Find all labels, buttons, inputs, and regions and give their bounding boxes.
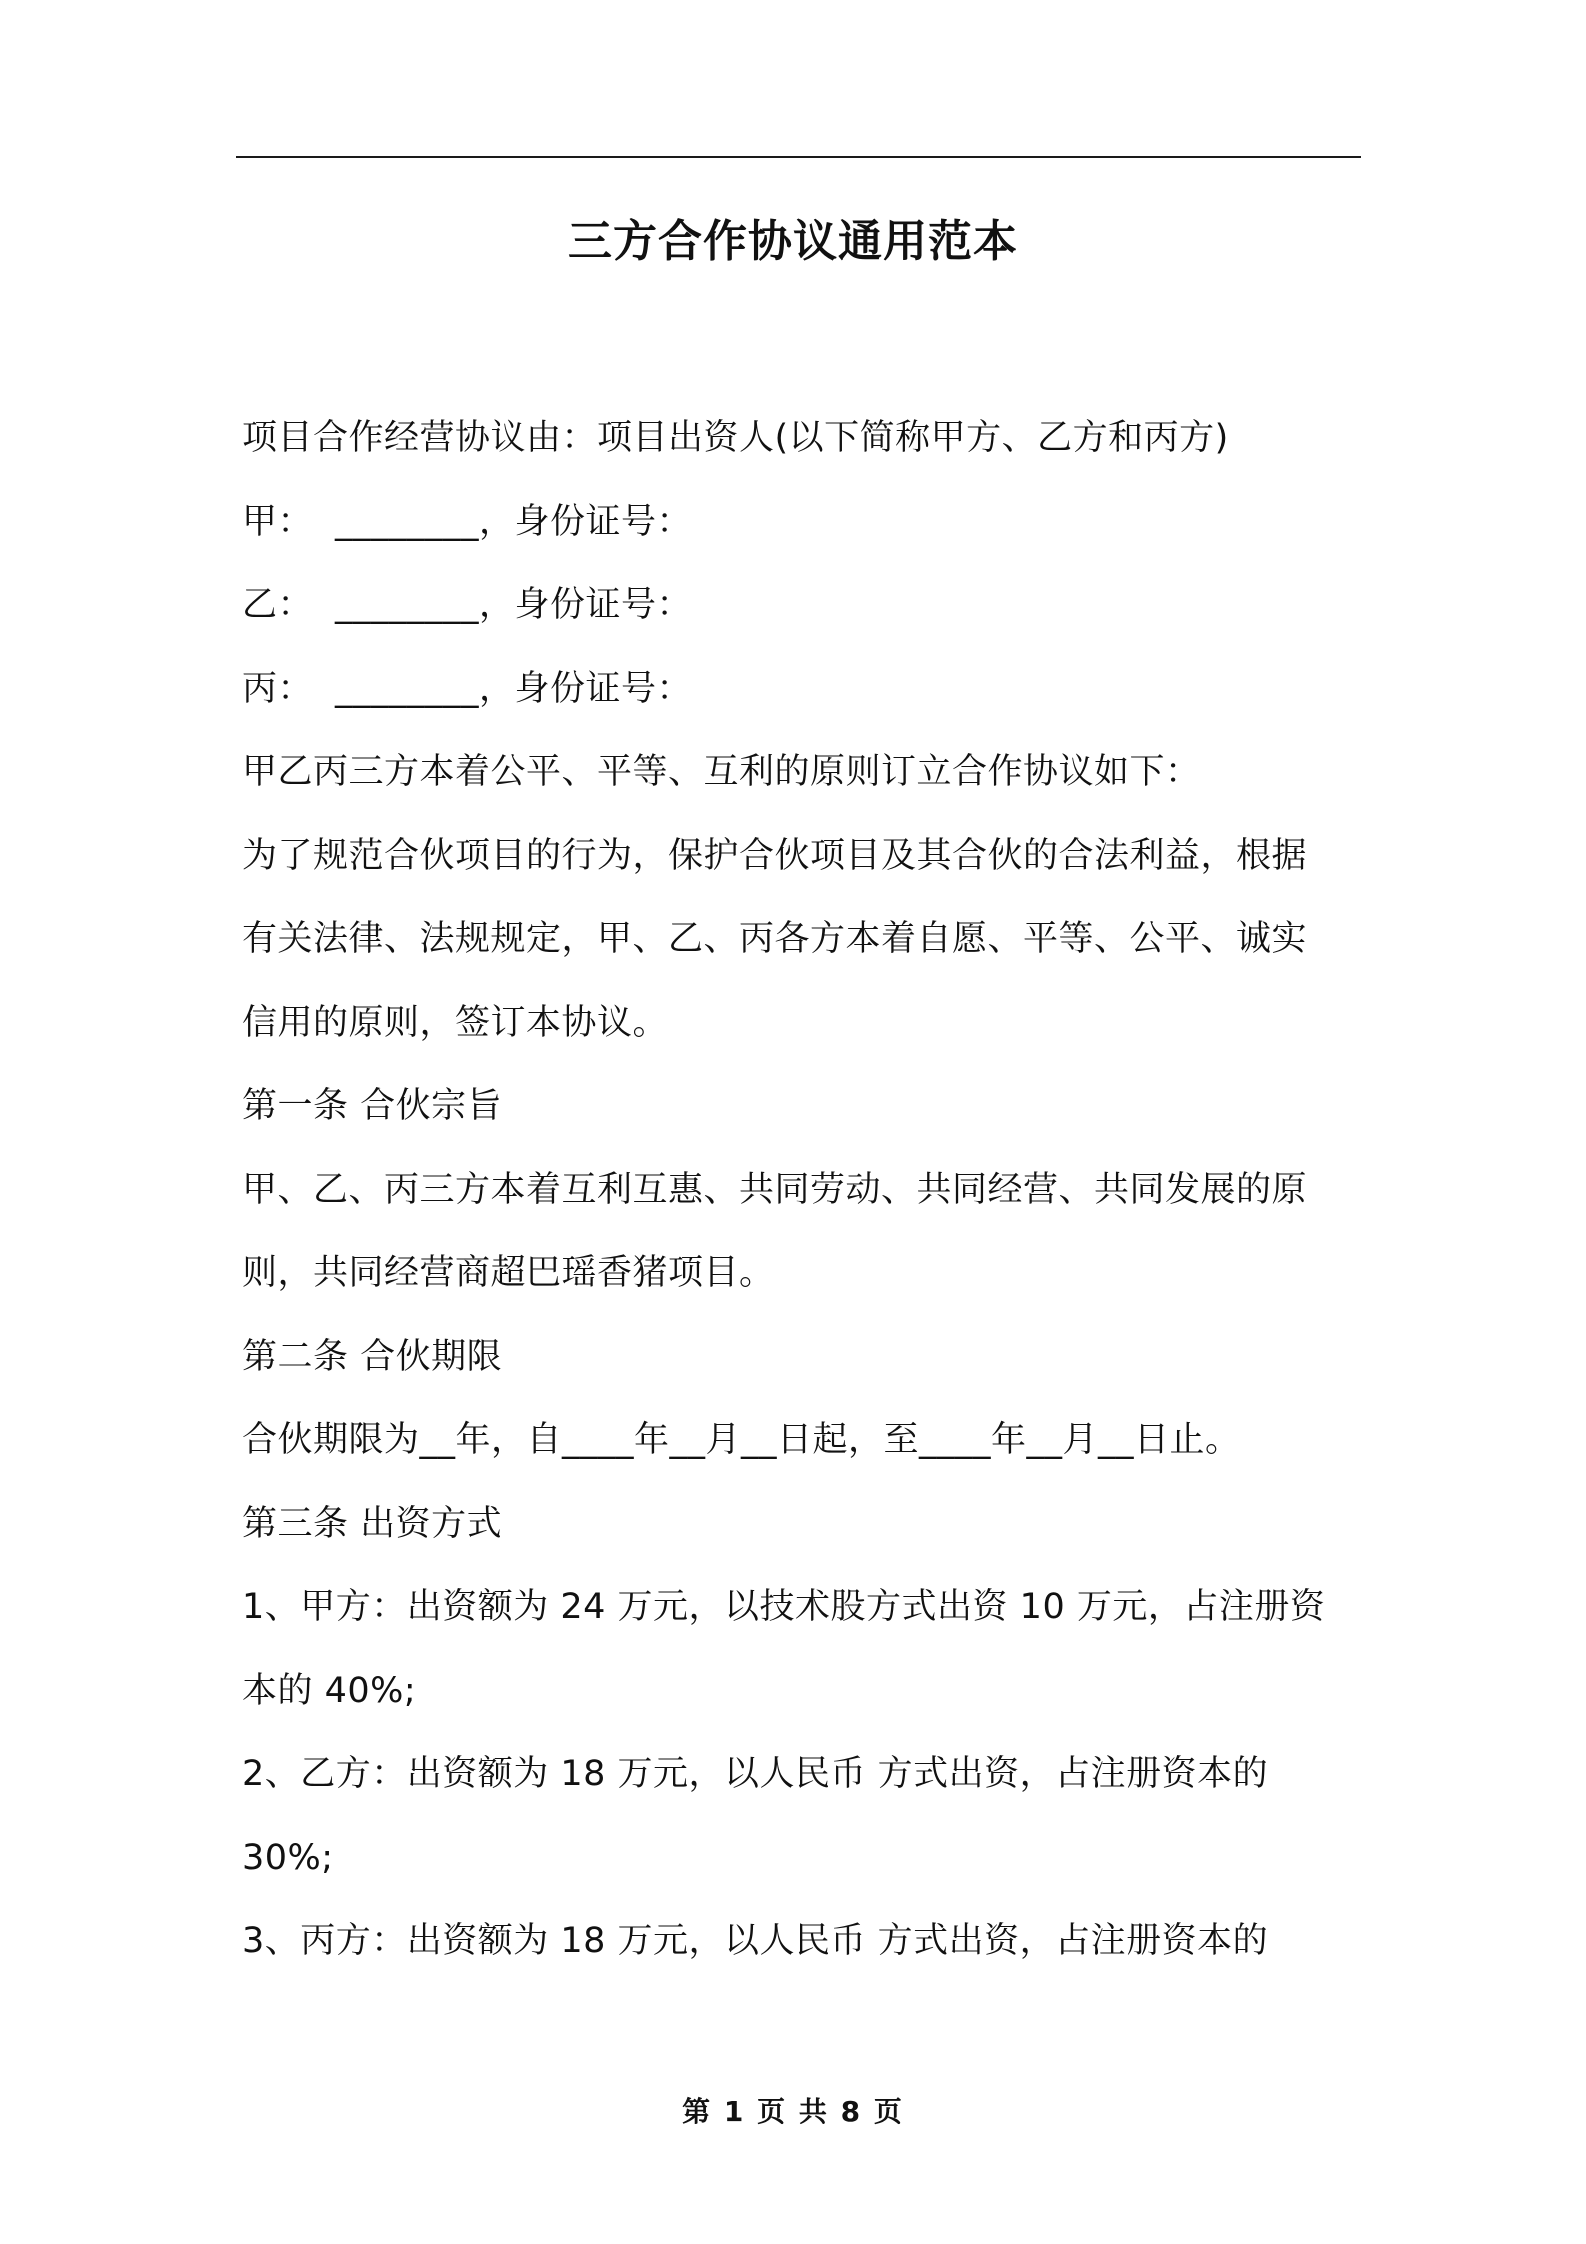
article3-text: 1、甲方：出资额为 24 万元，以技术股方式出资 10 万元，占注册资 xyxy=(242,1587,1326,1627)
party-label: 甲： xyxy=(242,501,314,542)
article3-text: 3、丙方：出资额为 18 万元，以人民币 方式出资，占注册资本的 xyxy=(242,1921,1269,1961)
article1-text: 甲、乙、丙三方本着互利互惠、共同劳动、共同经营、共同发展的原 xyxy=(242,1169,1308,1210)
article3-heading: 第三条 出资方式 xyxy=(242,1503,503,1544)
document-title: 三方合作协议通用范本 xyxy=(568,216,1018,267)
principle-line: 甲乙丙三方本着公平、平等、互利的原则订立合作协议如下： xyxy=(242,752,1201,792)
article2-heading: 第二条 合伙期限 xyxy=(242,1336,503,1377)
purpose-line: 信用的原则，签订本协议。 xyxy=(242,1002,669,1043)
article1-text: 则，共同经营商超巴瑶香猪项目。 xyxy=(242,1253,775,1293)
party-bing-line xyxy=(242,659,1362,743)
party-yi-line xyxy=(242,575,1362,659)
party-id-field: ________，身份证号： xyxy=(335,668,693,709)
intro-line: 项目合作经营协议由：项目出资人(以下简称甲方、乙方和丙方) xyxy=(242,418,1229,458)
party-id-field: ________，身份证号： xyxy=(335,501,693,542)
page-number: 第 1 页 共 8 页 xyxy=(682,2095,904,2128)
purpose-line: 有关法律、法规规定，甲、乙、丙各方本着自愿、平等、公平、诚实 xyxy=(242,919,1308,959)
article1-heading: 第一条 合伙宗旨 xyxy=(242,1086,503,1126)
document-body xyxy=(242,408,1362,1995)
party-label: 丙： xyxy=(242,668,314,709)
party-label: 乙： xyxy=(242,585,314,625)
article2-text: 合伙期限为__年，自____年__月__日起，至____年__月__日止。 xyxy=(242,1420,1241,1460)
article3-text: 30%; xyxy=(242,1837,334,1878)
header-rule xyxy=(236,156,1361,158)
article3-text: 本的 40%; xyxy=(242,1670,417,1711)
article3-text: 2、乙方：出资额为 18 万元，以人民币 方式出资，占注册资本的 xyxy=(242,1754,1269,1794)
party-jia-line xyxy=(242,492,1362,576)
party-id-field: ________，身份证号： xyxy=(335,585,693,625)
purpose-line: 为了规范合伙项目的行为，保护合伙项目及其合伙的合法利益，根据 xyxy=(242,835,1308,876)
